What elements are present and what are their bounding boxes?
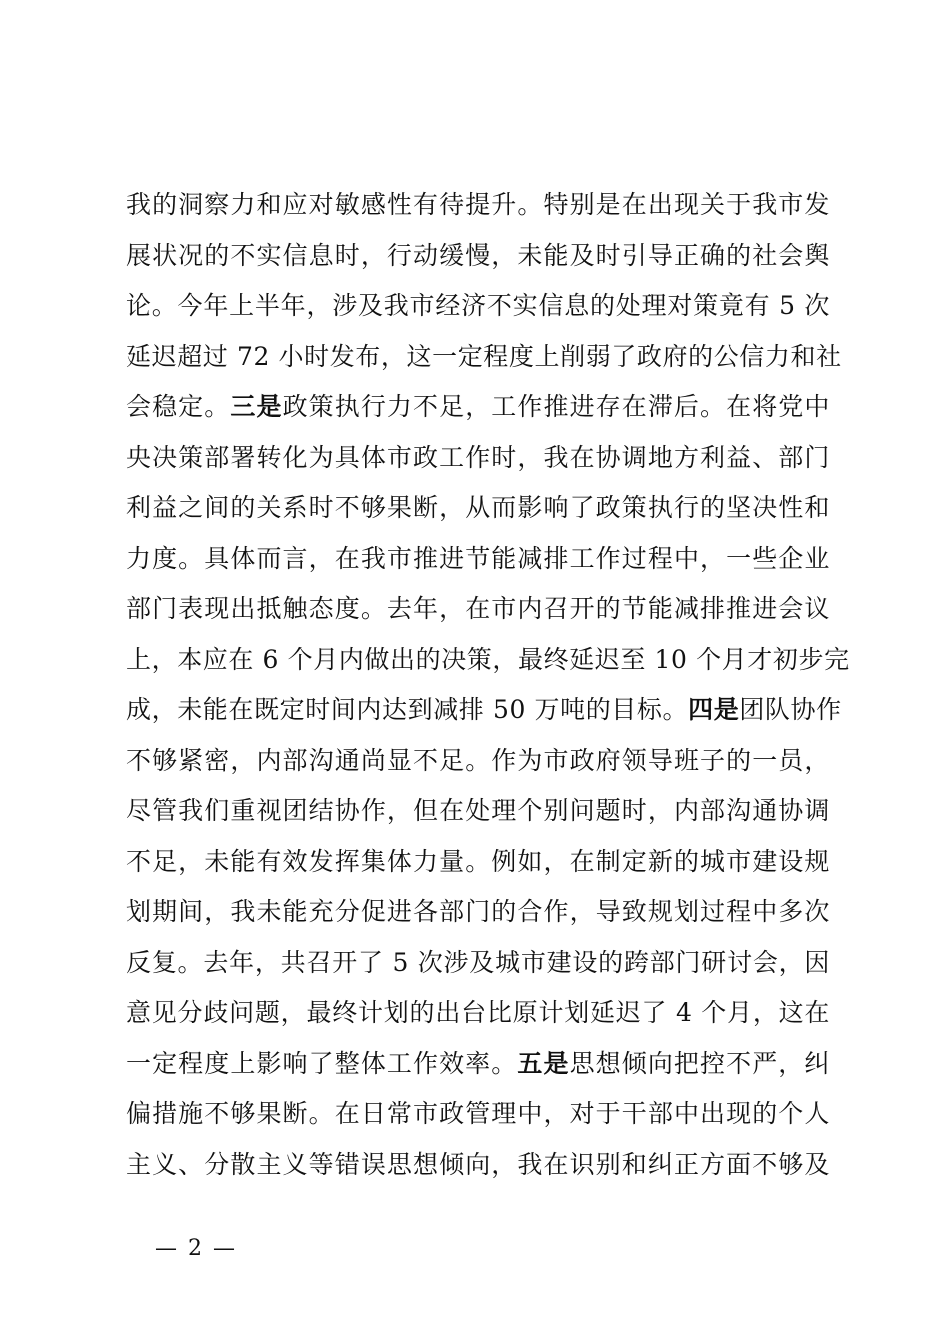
text-segment: 偏措施不够果断。在日常市政管理中，对于干部中出现的个人 [126,1099,830,1128]
text-segment: 央决策部署转化为具体市政工作时，我在协调地方利益、部门 [126,442,830,472]
text-line [126,180,830,231]
text-line [126,786,830,837]
text-segment: 思想倾向把控不严，纠 [569,1048,830,1078]
text-line [126,1089,830,1140]
text-segment: 上，本应在 6 个月内做出的决策，最终延迟至 10 个月才初步完 [126,644,850,674]
text-line [126,635,850,686]
text-segment: 会稳定。 [126,392,231,421]
text-segment: 团队协作 [739,695,842,724]
text-line [126,1039,830,1090]
text-segment: 意见分歧问题，最终计划的出台比原计划延迟了 4 个月，这在 [126,998,830,1027]
text-segment: 论。今年上半年，涉及我市经济不实信息的处理对策竟有 5 次 [126,291,830,320]
text-line [126,382,830,433]
text-line [126,534,830,585]
text-line [126,281,830,332]
text-segment: 力度。具体而言，在我市推进节能减排工作过程中，一些企业 [126,543,830,573]
text-segment: 我的洞察力和应对敏感性有待提升。特别是在出现关于我市发 [126,190,830,219]
text-segment: 一定程度上影响了整体工作效率。 [126,1048,518,1078]
text-line [126,837,830,888]
text-segment: 不够紧密，内部沟通尚显不足。作为市政府领导班子的一员， [126,745,830,775]
bold-heading-marker: 五是 [517,1048,570,1078]
bold-heading-marker: 四是 [688,695,740,724]
text-line [126,938,830,989]
text-segment: 利益之间的关系时不够果断，从而影响了政策执行的坚决性和 [126,493,830,522]
text-segment: 政策执行力不足，工作推进存在滞后。在将党中 [282,392,830,421]
text-segment: 展状况的不实信息时，行动缓慢，未能及时引导正确的社会舆 [126,240,830,270]
text-segment: 不足，未能有效发挥集体力量。例如，在制定新的城市建设规 [126,846,830,876]
text-segment: 主义、分散主义等错误思想倾向，我在识别和纠正方面不够及 [126,1149,830,1179]
text-line [126,988,830,1039]
text-segment: 尽管我们重视团结协作，但在处理个别问题时，内部沟通协调 [126,796,830,825]
page-number: — 2 — [155,1236,237,1261]
text-line [126,685,842,736]
text-segment: 部门表现出抵触态度。去年，在市内召开的节能减排推进会议 [126,594,830,623]
bold-heading-marker: 三是 [230,392,283,421]
text-line [126,332,842,383]
text-line [126,483,830,534]
text-segment: 反复。去年，共召开了 5 次涉及城市建设的跨部门研讨会，因 [126,947,830,977]
text-segment: 划期间，我未能充分促进各部门的合作，导致规划过程中多次 [126,897,830,926]
text-line [126,736,830,787]
text-line [126,887,830,938]
text-line [126,584,830,635]
body-paragraph [126,180,850,1190]
text-line [126,1140,830,1191]
text-line [126,231,830,282]
text-segment: 成，未能在既定时间内达到减排 50 万吨的目标。 [126,695,689,724]
text-line [126,433,830,484]
text-segment: 延迟超过 72 小时发布，这一定程度上削弱了政府的公信力和社 [126,341,842,371]
